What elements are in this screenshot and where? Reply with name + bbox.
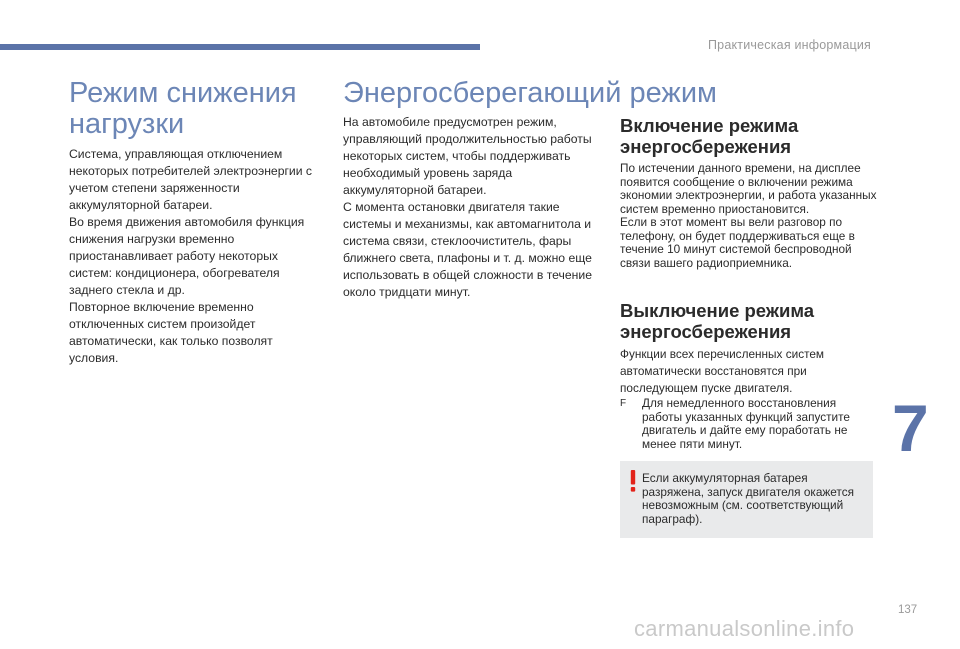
header-bar xyxy=(0,44,480,50)
warning-text: Если аккумуляторная батарея разряжена, запуск двигателя окажется невозможным (см. соответствующий параграф). xyxy=(642,471,854,526)
paragraph: С момента остановки двигателя такие системы и механизмы, как автомагнитола и система связи, стеклоочиститель, фары ближнего света, плафоны и т. д. можно еще использовать в общей сложности в течение около тридцати минут. xyxy=(343,200,592,299)
warning-box xyxy=(620,461,873,538)
energy-saving-off-text: Функции всех перечисленных систем автоматически восстановятся при последующем пуске двигателя. xyxy=(620,347,825,395)
bullet-text: Для немедленного восстановления работы указанных функций запустите двигатель и дайте ему поработать не менее пяти минут. xyxy=(642,396,850,451)
energy-saving-on-text xyxy=(620,162,880,270)
exclamation-icon xyxy=(630,470,636,492)
energy-saving-title: Энергосберегающий режим xyxy=(343,77,717,109)
energy-saving-text xyxy=(343,114,605,301)
page-number: 137 xyxy=(898,604,918,616)
watermark: carmanualsonline.info xyxy=(634,616,855,641)
paragraph: На автомобиле предусмотрен режим, управляющий продолжительностью работы некоторых систем, чтобы поддерживать необходимый уровень заряда аккумуляторной батареи. xyxy=(343,115,592,197)
chapter-number: 7 xyxy=(892,391,929,465)
paragraph: Если в этот момент вы вели разговор по телефону, он будет поддерживаться еще в течение 10 минут системой беспроводной связи вашего радиоприемника. xyxy=(620,215,855,270)
energy-saving-off-title: Выключение режима энергосбережения xyxy=(620,300,815,342)
load-shedding-text xyxy=(69,146,319,367)
paragraph: Во время движения автомобиля функция снижения нагрузки временно приостанавливает работу некоторых систем: кондиционера, обогревателя заднего стекла и др. xyxy=(69,215,305,297)
paragraph: По истечении данного времени, на дисплее появится сообщение о включении режима экономии электроэнергии, и работа указанных систем временно приостановится. xyxy=(620,161,877,216)
energy-saving-on-title: Включение режима энергосбережения xyxy=(620,115,799,157)
bullet-mark: F xyxy=(620,398,627,409)
paragraph: Система, управляющая отключением некоторых потребителей электроэнергии с учетом степени заряженности аккумуляторной батареи. xyxy=(69,147,313,212)
paragraph: Повторное включение временно отключенных систем произойдет автоматически, как только позволят условия. xyxy=(69,300,273,365)
load-shedding-title: Режим снижения нагрузки xyxy=(69,77,297,140)
section-header: Практическая информация xyxy=(708,38,871,52)
